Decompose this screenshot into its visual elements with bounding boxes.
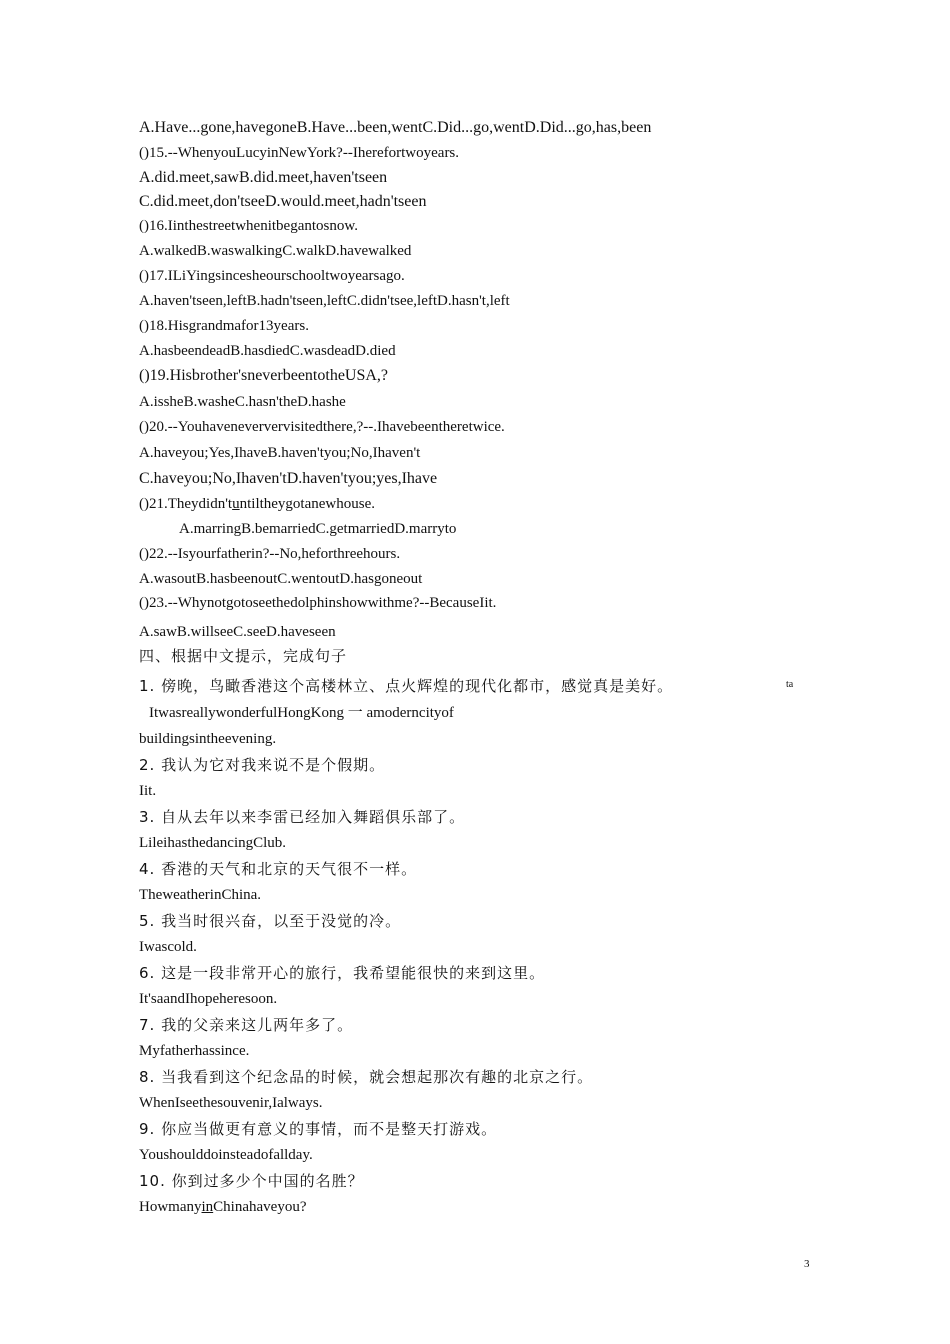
options-q19: A.issheB.washeC.hasn'theD.hashe xyxy=(139,394,346,410)
answer-6: It'saandIhopeheresoon. xyxy=(139,991,278,1007)
question-23: ()23.--Whynotgotoseethedolphinshowwithme?--BecauseIit. xyxy=(139,595,497,611)
question-21-part1: ()21.Theydidn't xyxy=(139,496,233,512)
answer-3: LileihasthedancingClub. xyxy=(139,835,287,851)
options-q21: A.marringB.bemarriedC.getmarriedD.marryto xyxy=(179,521,457,537)
question-18: ()18.Hisgrandmafor13years. xyxy=(139,318,309,334)
prompt-2: 2. 我认为它对我来说不是个假期。 xyxy=(139,756,386,774)
answer-10 xyxy=(139,1197,306,1217)
answer-5: Iwascold. xyxy=(139,939,197,955)
options-q20-cd: C.haveyou;No,Ihaven'tD.haven'tyou;yes,Ihave xyxy=(139,470,438,487)
options-q20-ab: A.haveyou;Yes,IhaveB.haven'tyou;No,Ihaven't xyxy=(139,445,421,461)
prompt-10: 10. 你到过多少个中国的名胜？ xyxy=(139,1172,364,1190)
prompt-8: 8. 当我看到这个纪念品的时候，就会想起那次有趣的北京之行。 xyxy=(139,1068,594,1086)
prompt-7: 7. 我的父亲来这儿两年多了。 xyxy=(139,1016,354,1034)
options-q23: A.sawB.willseeC.seeD.haveseen xyxy=(139,624,336,640)
section-heading: 四、根据中文提示，完成句子 xyxy=(139,647,348,665)
answer-10-part2: Chinahaveyou? xyxy=(213,1199,307,1215)
stray-mark: ta xyxy=(786,679,794,690)
answer-10-part1: Howmany xyxy=(139,1199,202,1215)
prompt-5: 5. 我当时很兴奋，以至于没觉的冷。 xyxy=(139,912,402,930)
options-q18: A.hasbeendeadB.hasdiedC.wasdeadD.died xyxy=(139,343,396,359)
answer-9: Youshoulddoinsteadofallday. xyxy=(139,1147,313,1163)
question-22: ()22.--Isyourfatherin?--No,heforthreehours. xyxy=(139,546,401,562)
answer-4: TheweatherinChina. xyxy=(139,887,262,903)
options-q22: A.wasoutB.hasbeenoutC.wentoutD.hasgoneout xyxy=(139,571,423,587)
options-q14: A.Have...gone,havegoneB.Have...been,wentC.Did...go,wentD.Did...go,has,been xyxy=(139,119,652,136)
answer-7: Myfatherhassince. xyxy=(139,1043,250,1059)
answer-1-line1: ItwasreallywonderfulHongKong 一 amoderncityof xyxy=(149,705,454,721)
prompt-9: 9. 你应当做更有意义的事情，而不是整天打游戏。 xyxy=(139,1120,498,1138)
prompt-6: 6. 这是一段非常开心的旅行，我希望能很快的来到这里。 xyxy=(139,964,546,982)
page-number: 3 xyxy=(804,1258,810,1270)
answer-8: WhenIseethesouvenir,Ialways. xyxy=(139,1095,323,1111)
prompt-3: 3. 自从去年以来李雷已经加入舞蹈俱乐部了。 xyxy=(139,808,466,826)
question-16: ()16.Iinthestreetwhenitbegantosnow. xyxy=(139,218,358,234)
prompt-1: 1. 傍晚，鸟瞰香港这个高楼林立、点火辉煌的现代化都市，感觉真是美好。 xyxy=(139,677,674,695)
question-21 xyxy=(139,494,375,514)
question-21-underlined: u xyxy=(232,496,240,512)
answer-10-underlined: in xyxy=(201,1199,214,1215)
options-q17: A.haven'tseen,leftB.hadn'tseen,leftC.didn'tsee,leftD.hasn't,left xyxy=(139,293,510,309)
answer-1-line2: buildingsintheevening. xyxy=(139,731,277,747)
question-15: ()15.--WhenyouLucyinNewYork?--Iherefortwoyears. xyxy=(139,145,460,161)
options-q15-ab: A.did.meet,sawB.did.meet,haven'tseen xyxy=(139,169,388,186)
prompt-4: 4. 香港的天气和北京的天气很不一样。 xyxy=(139,860,418,878)
options-q16: A.walkedB.waswalkingC.walkD.havewalked xyxy=(139,243,412,259)
options-q15-cd: C.did.meet,don'tseeD.would.meet,hadn'tseen xyxy=(139,193,427,210)
question-20: ()20.--Youhaveneververvisitedthere,?--.Ihavebeentheretwice. xyxy=(139,419,505,435)
answer-2: Iit. xyxy=(139,783,157,799)
question-21-part2: ntiltheygotanewhouse. xyxy=(239,496,375,512)
question-19: ()19.Hisbrother'sneverbeentotheUSA,? xyxy=(139,367,389,384)
question-17: ()17.ILiYingsincesheourschooltwoyearsago. xyxy=(139,268,405,284)
